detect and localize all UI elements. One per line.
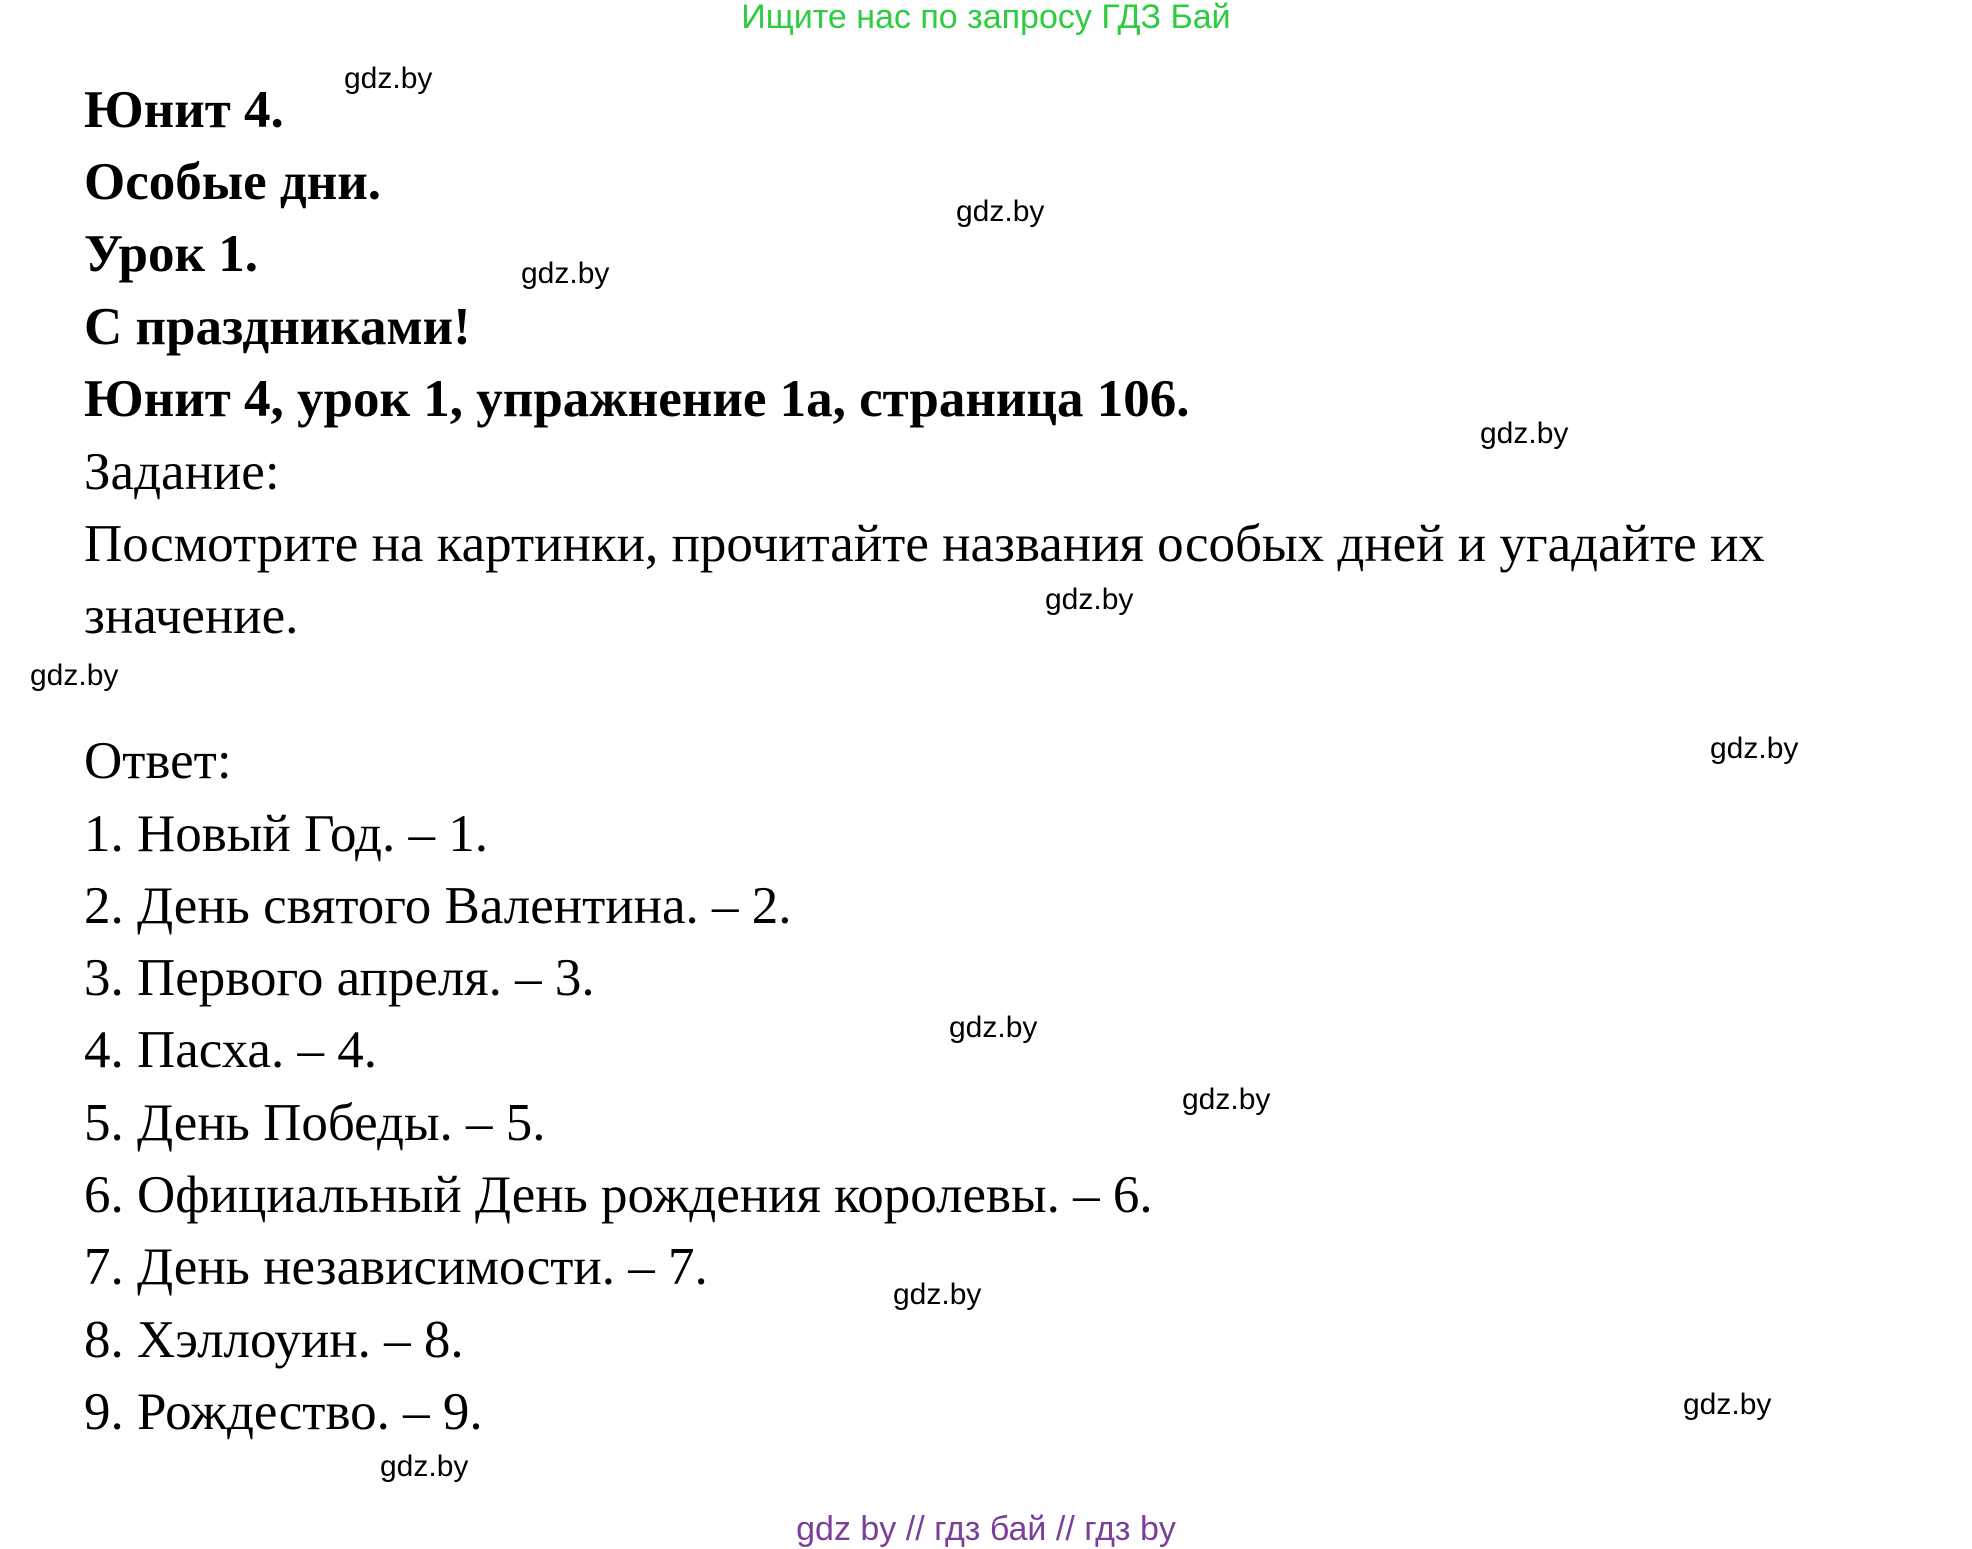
answer-item-7: 7. День независимости. – 7. [84,1238,708,1296]
task-label: Задание: [84,443,280,501]
answer-item-6: 6. Официальный День рождения королевы. – 6. [84,1166,1153,1224]
lesson-title: С праздниками! [84,298,471,356]
watermark: gdz.by [893,1278,982,1311]
lesson-heading: Урок 1. [84,225,259,283]
answer-item-4: 4. Пасха. – 4. [84,1021,377,1079]
task-text-line-2: значение. [84,587,299,645]
answer-item-3: 3. Первого апреля. – 3. [84,949,595,1007]
footer-links: gdz by // гдз бай // гдз by [796,1510,1176,1548]
top-banner: Ищите нас по запросу ГДЗ Бай [741,0,1231,36]
watermark: gdz.by [1710,732,1799,765]
watermark: gdz.by [30,659,119,692]
watermark: gdz.by [949,1011,1038,1044]
unit-heading: Юнит 4. [84,81,284,139]
watermark: gdz.by [521,257,610,290]
watermark: gdz.by [344,62,433,95]
watermark: gdz.by [380,1450,469,1483]
watermark: gdz.by [1045,583,1134,616]
watermark: gdz.by [1683,1388,1772,1421]
watermark: gdz.by [956,195,1045,228]
exercise-heading: Юнит 4, урок 1, упражнение 1а, страница 106. [84,370,1190,428]
answer-item-1: 1. Новый Год. – 1. [84,805,488,863]
answer-item-9: 9. Рождество. – 9. [84,1383,483,1441]
answer-item-8: 8. Хэллоуин. – 8. [84,1311,464,1369]
unit-title: Особые дни. [84,153,382,211]
task-text-line-1: Посмотрите на картинки, прочитайте названия особых дней и угадайте их [84,515,1765,573]
answer-label: Ответ: [84,732,232,790]
answer-item-5: 5. День Победы. – 5. [84,1094,546,1152]
watermark: gdz.by [1182,1083,1271,1116]
answer-item-2: 2. День святого Валентина. – 2. [84,877,792,935]
watermark: gdz.by [1480,417,1569,450]
